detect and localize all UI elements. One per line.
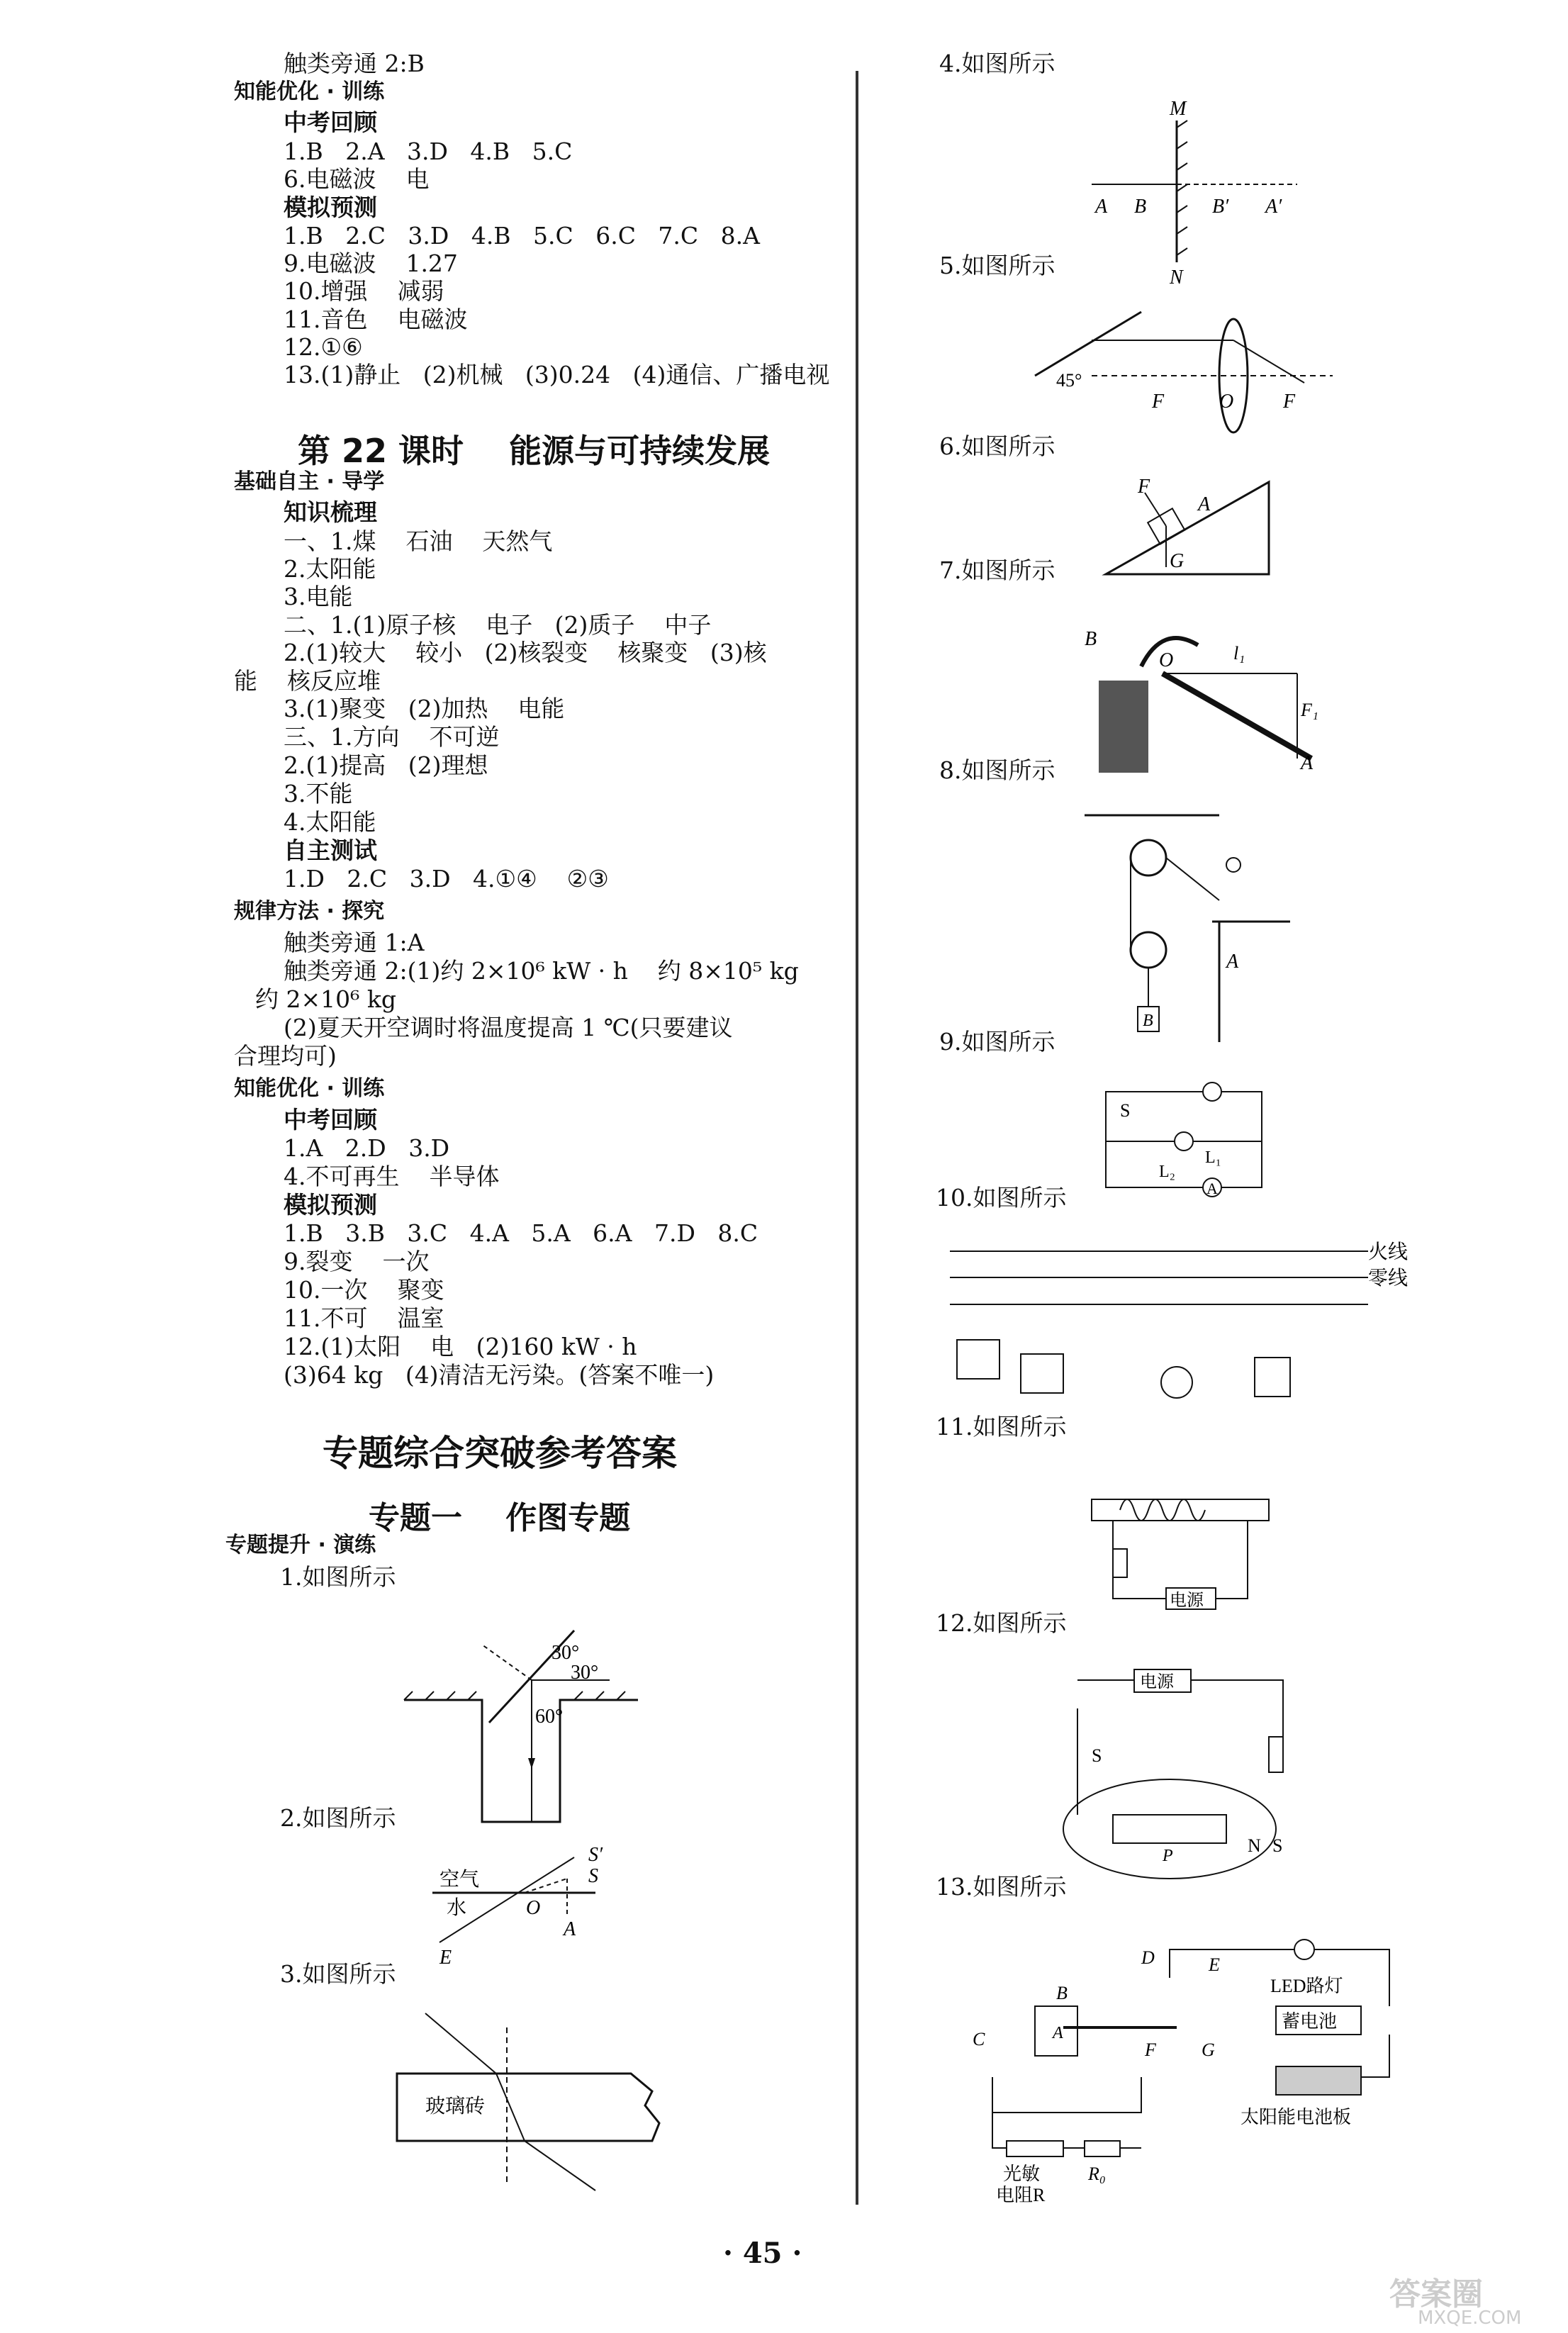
f6-f: F [1138, 476, 1150, 498]
f6-g: G [1170, 550, 1185, 572]
answer-line: 中考回顾 [284, 108, 377, 136]
answer-line: 1.A 2.D 3.D [284, 1134, 450, 1162]
answer-line: 12.(1)太阳 电 (2)160 kW · h [284, 1333, 637, 1360]
answer-line: 一、1.煤 石油 天然气 [284, 527, 553, 555]
answer-line: 3.电能 [284, 583, 353, 610]
f8-a: A [1226, 951, 1239, 973]
f1-angle-a: 30° [551, 1642, 580, 1664]
figure-caption: 12.如图所示 [936, 1609, 1067, 1637]
f2-a: A [564, 1918, 576, 1940]
figure-caption: 11.如图所示 [936, 1413, 1067, 1440]
answer-line: 2.(1)较大 较小 (2)核裂变 核聚变 (3)核 [284, 639, 767, 666]
f13-d: D [1141, 1947, 1155, 1968]
figure-7-lever [1056, 617, 1326, 773]
answer-line: 3.如图所示 [280, 1960, 396, 1988]
f2-o: O [526, 1897, 541, 1919]
answer-line: 中考回顾 [284, 1106, 377, 1134]
answer-line: 6.电磁波 电 [284, 165, 430, 193]
answer-line: 触类旁通 2:(1)约 2×10⁶ kW · h 约 8×10⁵ kg [284, 957, 799, 985]
f9-l1: L₁ [1205, 1148, 1222, 1167]
f4-a: A [1095, 196, 1108, 218]
f4-b: B [1134, 196, 1147, 218]
answer-line: 3.不能 [284, 780, 353, 807]
figure-10-wiring [943, 1233, 1425, 1439]
f13-c: C [973, 2029, 985, 2049]
answer-line: 触类旁通 2:B [284, 50, 425, 77]
answer-line: 三、1.方向 不可逆 [284, 723, 500, 751]
f12-p: P [1163, 1847, 1173, 1865]
answer-line: 3.(1)聚变 (2)加热 电能 [284, 695, 565, 722]
section-heading: 专题提升 · 演练 [225, 1533, 376, 1557]
answer-line: 13.(1)静止 (2)机械 (3)0.24 (4)通信、广播电视 [284, 361, 830, 388]
answer-line: 2.(1)提高 (2)理想 [284, 751, 488, 779]
answer-line: 9.电磁波 1.27 [284, 250, 458, 277]
figure-caption: 8.如图所示 [939, 756, 1055, 784]
f4-m: M [1170, 98, 1187, 120]
f12-s2: S [1272, 1835, 1283, 1856]
f7-o: O [1159, 649, 1174, 671]
page-number: · 45 · [723, 2237, 802, 2270]
figure-4-mirror [1085, 98, 1318, 289]
watermark-url: MXQE.COM [1418, 2307, 1522, 2329]
figure-caption: 13.如图所示 [936, 1873, 1067, 1901]
answer-line: 二、1.(1)原子核 电子 (2)质子 中子 [284, 611, 712, 639]
answer-line: 4.太阳能 [284, 808, 376, 836]
answer-line: 2.如图所示 [280, 1804, 396, 1832]
f8-b: B [1143, 1012, 1153, 1030]
answer-line: 能 核反应堆 [234, 667, 381, 695]
answer-line: 合理均可) [234, 1042, 337, 1070]
answer-line: 1.B 2.A 3.D 4.B 5.C [284, 138, 573, 165]
figure-caption: 7.如图所示 [939, 556, 1055, 584]
figure-1-reflection [397, 1616, 666, 1836]
answer-line: 约 2×10⁶ kg [255, 985, 396, 1013]
f9-s: S [1120, 1100, 1131, 1121]
answer-line: 模拟预测 [284, 194, 377, 221]
f7-b: B [1085, 628, 1097, 650]
f2-air: 空气 [439, 1869, 480, 1891]
f13-f: F [1145, 2040, 1156, 2060]
figure-11-solenoid [1035, 1467, 1326, 1623]
f4-ap: A′ [1265, 196, 1282, 218]
lesson-heading: 第 22 课时 能源与可持续发展 [298, 432, 771, 470]
f13-panel: 太阳能电池板 [1241, 2107, 1352, 2127]
f7-a: A [1301, 752, 1314, 774]
f12-n: N [1248, 1835, 1261, 1856]
answer-line: 知识梳理 [284, 498, 377, 526]
answer-line: 模拟预测 [284, 1191, 377, 1219]
answer-line: 1.如图所示 [280, 1563, 396, 1591]
f13-r0: R₀ [1088, 2164, 1106, 2184]
f2-s: S [588, 1865, 598, 1887]
f13-a: A [1053, 2024, 1063, 2042]
special-heading: 专题综合突破参考答案 [323, 1433, 677, 1474]
f10-neutral: 零线 [1368, 1268, 1409, 1289]
f12-power: 电源 [1140, 1673, 1174, 1691]
answer-line: 1.B 3.B 3.C 4.A 5.A 6.A 7.D 8.C [284, 1219, 758, 1247]
f11-power: 电源 [1170, 1591, 1204, 1610]
f2-e: E [439, 1947, 452, 1969]
figure-caption: 10.如图所示 [936, 1184, 1067, 1212]
f13-led: LED路灯 [1270, 1976, 1343, 1996]
answer-line: 10.增强 减弱 [284, 277, 444, 305]
f1-angle-b: 30° [571, 1662, 599, 1684]
figure-9-circuit [1092, 1078, 1276, 1198]
answer-line: 2.太阳能 [284, 555, 376, 583]
f7-f1: F₁ [1301, 700, 1318, 720]
answer-line: 1.B 2.C 3.D 4.B 5.C 6.C 7.C 8.A [284, 222, 760, 250]
figure-6-incline [1099, 475, 1283, 581]
f13-b: B [1056, 1983, 1068, 2003]
figure-caption: 5.如图所示 [939, 252, 1055, 279]
figure-2-refraction [425, 1843, 652, 1969]
figure-13-solar-lamp [964, 1935, 1418, 2205]
f2-s-prime: S′ [588, 1844, 603, 1866]
section-heading: 知能优化 · 训练 [234, 79, 385, 104]
f13-resistor: 电阻R [996, 2185, 1046, 2205]
f12-s: S [1092, 1745, 1102, 1766]
answer-line: 12.①⑥ [284, 333, 363, 361]
f2-water: 水 [447, 1897, 467, 1919]
figure-8-pulley [1077, 808, 1304, 1042]
answer-line: 自主测试 [284, 837, 377, 864]
f5-f1: F [1152, 391, 1165, 413]
f13-photo: 光敏 [1003, 2164, 1041, 2184]
f9-l2: L₂ [1159, 1163, 1176, 1181]
answer-line: (2)夏天开空调时将温度提高 1 ℃(只要建议 [284, 1014, 733, 1041]
answer-line: 1.D 2.C 3.D 4.①④ ②③ [284, 865, 609, 893]
f1-angle-c: 60° [535, 1706, 564, 1728]
figure-5-lens [1028, 305, 1340, 432]
f5-o: O [1219, 391, 1234, 413]
answer-line: 11.音色 电磁波 [284, 306, 468, 333]
f4-n: N [1170, 267, 1183, 289]
f9-ammeter: A [1206, 1180, 1218, 1197]
f13-e: E [1209, 1954, 1220, 1975]
answer-line: 触类旁通 1:A [284, 929, 425, 956]
answer-line: 10.一次 聚变 [284, 1276, 444, 1304]
section-heading: 规律方法 · 探究 [234, 899, 385, 924]
section-heading: 基础自主 · 导学 [234, 469, 385, 494]
watermark: 答案圈 [1389, 2276, 1483, 2312]
f10-live: 火线 [1368, 1241, 1409, 1263]
answer-line: (3)64 kg (4)清洁无污染。(答案不唯一) [284, 1361, 715, 1389]
topic-heading: 专题一 作图专题 [369, 1500, 631, 1536]
figure-caption: 6.如图所示 [939, 432, 1055, 460]
f4-bp: B′ [1212, 196, 1229, 218]
figure-caption: 9.如图所示 [939, 1028, 1055, 1056]
f13-battery: 蓄电池 [1282, 2011, 1338, 2032]
f3-label: 玻璃砖 [425, 2096, 486, 2117]
answer-line: 9.裂变 一次 [284, 1248, 430, 1275]
answer-line: 4.不可再生 半导体 [284, 1163, 500, 1190]
figure-12-electromagnet [1056, 1666, 1326, 1886]
figure-caption: 4.如图所示 [939, 50, 1055, 77]
f6-a: A [1198, 493, 1211, 515]
figure-3-glass-brick [383, 2006, 695, 2191]
f13-g: G [1202, 2040, 1215, 2060]
f5-f2: F [1283, 391, 1296, 413]
f7-l1: l₁ [1233, 643, 1245, 664]
answer-line: 11.不可 温室 [284, 1304, 444, 1332]
section-heading: 知能优化 · 训练 [234, 1076, 385, 1101]
f5-angle: 45° [1056, 370, 1082, 391]
